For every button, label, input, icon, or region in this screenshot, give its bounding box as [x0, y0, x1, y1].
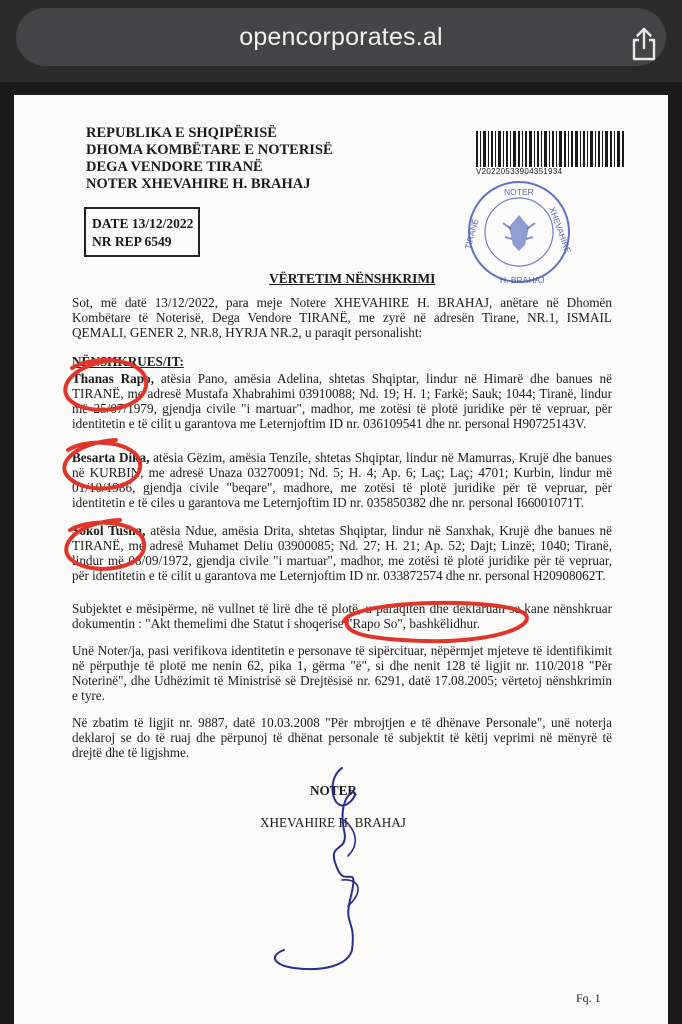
text-line	[72, 371, 612, 386]
text-part: atësia Ndue, amësia Drita, shtetas Shqiptar, lindur në Sanxhak, Krujë dhe banues në	[145, 523, 613, 538]
stamp-line: H. BRAHAJ	[500, 275, 545, 285]
header-line: DHOMA KOMBËTARE E NOTERISË	[86, 142, 333, 158]
text-line: 01/10/1986, gjendja civile "beqare", madhore, me zotësi të plotë juridike për të vepruar, për	[72, 480, 612, 495]
share-icon[interactable]	[628, 26, 660, 62]
text-line: e tyre.	[72, 688, 105, 703]
signatory-paragraph	[72, 523, 612, 583]
text-line: identitetin e të cilit u garantova me Leternjoftim ID nr. 036109541 dhe nr. personal H90725143V.	[72, 416, 587, 431]
text-line: TIRANË, me adresë Mustafa Xhabrahimi 03910088; Nd. 19; H. 1; Farkë; Sauk; 1044; Tiranë, lindur	[72, 386, 612, 401]
text-line: identitetin e të ciles u garantova me Leternjoftim ID nr. 035850382 dhe nr. personal I66001071T.	[72, 495, 585, 510]
url-text[interactable]: opencorporates.al	[239, 23, 443, 51]
text-line: Noterinë", dhe Udhëzimit të Ministrisë së Drejtësisë nr. 6291, datë 17.08.2005; vërtetoj nënshkrimin	[72, 673, 612, 688]
page-number: Fq. 1	[576, 991, 601, 1005]
barcode-number: V20220533904351934	[476, 167, 563, 176]
notary-statement	[72, 643, 612, 703]
intro-paragraph	[72, 295, 612, 340]
signature-title: NOTER	[310, 783, 357, 798]
text-line: Në zbatim të ligjit nr. 9887, datë 10.03.2008 "Për mbrojtjen e të dhënave Personale", unë noterja	[72, 715, 612, 730]
text-part: atësia Pano, amësia Adelina, shtetas Shqiptar, lindur në Himarë dhe banues në	[154, 371, 612, 386]
signatory-paragraph	[72, 450, 612, 510]
notary-name: XHEVAHIRE H. BRAHAJ	[260, 815, 406, 830]
notary-document	[14, 95, 668, 1024]
date-box	[84, 207, 200, 257]
signatory-name: Sokol Tusha,	[72, 523, 146, 538]
date-line: DATE 13/12/2022	[92, 216, 194, 231]
notary-signature	[264, 760, 404, 990]
stamp-line: XHEVAHIRE	[547, 205, 574, 255]
barcode	[476, 131, 626, 167]
text-line: deklaroj se do të ruaj dhe përpunoj të dhënat personale të subjektit të këtij veprimi në mënyrë të	[72, 730, 612, 745]
signatory-name: Besarta Dika,	[72, 450, 150, 465]
stamp-text	[464, 185, 574, 285]
text-line: Kombëtare të Noterisë, Dega Vendore TIRANË, me zyrë në adresën Tirane, NR.1, ISMAIL	[72, 310, 612, 325]
stamp-line: NOTER	[504, 187, 534, 197]
privacy-paragraph	[72, 715, 612, 760]
text-line	[72, 450, 612, 465]
subjects-paragraph	[72, 601, 612, 631]
text-line: drejtë dhe të ligjshme.	[72, 745, 190, 760]
rep-number: NR REP 6549	[92, 234, 172, 249]
signatory-name: Thanas Rapo,	[72, 371, 154, 386]
document-title: VËRTETIM NËNSHKRIMI	[269, 271, 436, 286]
address-bar[interactable]	[16, 8, 666, 66]
browser-toolbar	[0, 0, 682, 82]
text-line: Subjektet e mësipërme, në vullnet të lirë dhe të plotë, u paraqitën dhe deklaruan se kane nënshkruar	[72, 601, 612, 616]
text-line: më 25/07/1979, gjendja civile "i martuar", madhor, me zotësi të plotë juridike për të vepruar, për	[72, 401, 612, 416]
header-line: DEGA VENDORE TIRANË	[86, 159, 263, 175]
text-line: QEMALI, GENER 2, NR.8, HYRJA NR.2, u paraqit personalisht:	[72, 325, 423, 340]
signatories-heading: NËNSHKRUES/IT:	[72, 354, 184, 369]
text-line: TIRANË, me adresë Muhamet Deliu 03900085; Nd. 27; H. 21; Ap. 52; Dajt; Linzë; 1040; Tiranë,	[72, 538, 612, 553]
text-line: Sot, më datë 13/12/2022, para meje Notere XHEVAHIRE H. BRAHAJ, anëtare në Dhomën	[72, 295, 612, 310]
text-line: lindur më 08/09/1972, gjendja civile "i martuar", madhor, me zotësi të plotë juridike për të vepruar,	[72, 553, 612, 568]
text-line: në KURBIN, me adresë Unaza 03270091; Nd. 5; H. 4; Ap. 6; Laç; Laç; 4701; Kurbin, lindur më	[72, 465, 612, 480]
document-header	[86, 125, 333, 193]
text-part: atësia Gëzim, amësia Tenzile, shtetas Shqiptar, lindur në Mamurras, Krujë dhe banues	[149, 450, 612, 465]
text-line: dokumentin : "Akt themelimi dhe Statut i shoqerise "Rapo So", bashkëlidhur.	[72, 616, 481, 631]
signatory-paragraph	[72, 371, 612, 431]
text-line: për identitetin e të cilit u garantova me Leternjoftim ID nr. 033872574 dhe nr. personal H20908062T.	[72, 568, 606, 583]
text-line: Unë Noter/ja, pasi verifikova identitetin e personave të sipërcituar, nëpërmjet mjeteve të identifikimit	[72, 643, 612, 658]
stamp-line: TIRANË	[462, 217, 481, 251]
text-line: në përputhje të plotë me nenin 62, pika 1, gërma "ë", si dhe nenit 128 të ligjit nr. 110/2018 "Për	[72, 658, 612, 673]
text-line	[72, 523, 612, 538]
header-line: REPUBLIKA E SHQIPËRISË	[86, 125, 277, 141]
header-line: NOTER XHEVAHIRE H. BRAHAJ	[86, 176, 311, 192]
